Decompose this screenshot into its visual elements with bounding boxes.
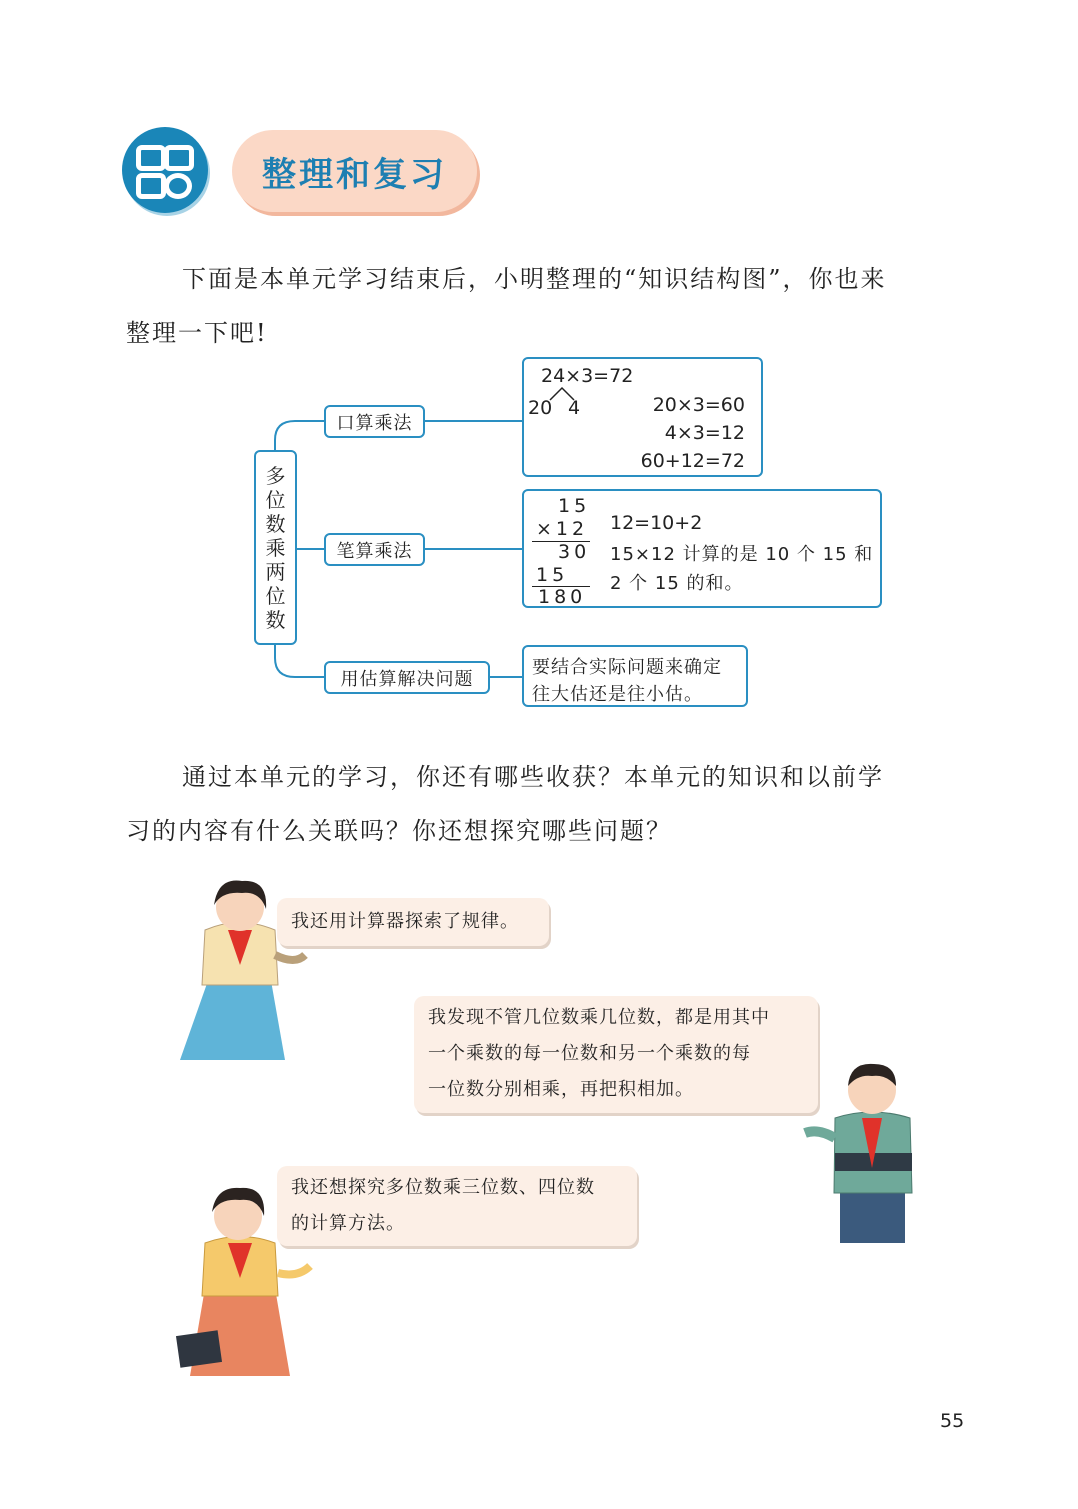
branch-estimate: 用估算解决问题 (324, 661, 490, 694)
root-char: 数 (265, 607, 286, 632)
oral-detail-box (522, 357, 763, 477)
written-note: 12=10+2 (610, 512, 703, 534)
bubble-line: 的计算方法。 (291, 1213, 405, 1234)
root-char: 乘 (265, 535, 286, 560)
split-left: 20 (528, 397, 553, 419)
connector-oral (275, 421, 324, 450)
speech-bubble-2 (414, 996, 818, 1113)
bubble-line: 一个乘数的每一位数和另一个乘数的每 (428, 1043, 751, 1064)
speech-bubble-3 (277, 1166, 637, 1246)
root-char: 位 (265, 487, 286, 512)
map-root (254, 450, 297, 645)
root-char: 多 (265, 463, 286, 488)
estimate-note: 往大估还是往小估。 (532, 684, 703, 705)
oral-step: 4×3=12 (664, 422, 745, 444)
oral-step: 20×3=60 (652, 394, 745, 416)
root-char: 位 (265, 583, 286, 608)
estimate-detail-box (522, 645, 748, 707)
connector-estimate (275, 645, 324, 677)
bubble-line: 我发现不管几位数乘几位数，都是用其中 (428, 1007, 770, 1028)
written-row: ×12 (536, 518, 589, 540)
estimate-note: 要结合实际问题来确定 (532, 657, 722, 678)
branch-written: 笔算乘法 (324, 533, 425, 566)
written-detail-box (522, 489, 882, 608)
written-row: 180 (538, 586, 587, 608)
question-line-2: 习的内容有什么关联吗？你还想探究哪些问题？ (126, 817, 672, 845)
section-title: 整理和复习 (262, 154, 447, 195)
written-note: 2 个 15 的和。 (610, 573, 744, 594)
question-line-1: 通过本单元的学习，你还有哪些收获？本单元的知识和以前学 (182, 763, 884, 791)
oral-equation: 24×3=72 (541, 365, 634, 387)
bubble-line: 我还用计算器探索了规律。 (291, 911, 519, 932)
intro-line-2: 整理一下吧! (126, 319, 268, 347)
bubble-line: 一位数分别相乘，再把积相加。 (428, 1079, 694, 1100)
boy-illustration (800, 1058, 930, 1243)
bubble-line: 我还想探究多位数乘三位数、四位数 (291, 1177, 595, 1198)
written-row: 30 (558, 541, 591, 563)
branch-oral: 口算乘法 (324, 405, 425, 438)
oral-step: 60+12=72 (640, 450, 745, 472)
root-char: 数 (265, 511, 286, 536)
written-note: 15×12 计算的是 10 个 15 和 (610, 544, 874, 565)
split-right: 4 (568, 397, 581, 419)
root-char: 两 (265, 559, 286, 584)
written-row: 15 (558, 495, 591, 517)
page-number: 55 (940, 1410, 965, 1432)
intro-line-1: 下面是本单元学习结束后，小明整理的“知识结构图”，你也来 (182, 265, 887, 293)
written-row: 15 (536, 564, 569, 586)
speech-bubble-1 (277, 898, 549, 946)
